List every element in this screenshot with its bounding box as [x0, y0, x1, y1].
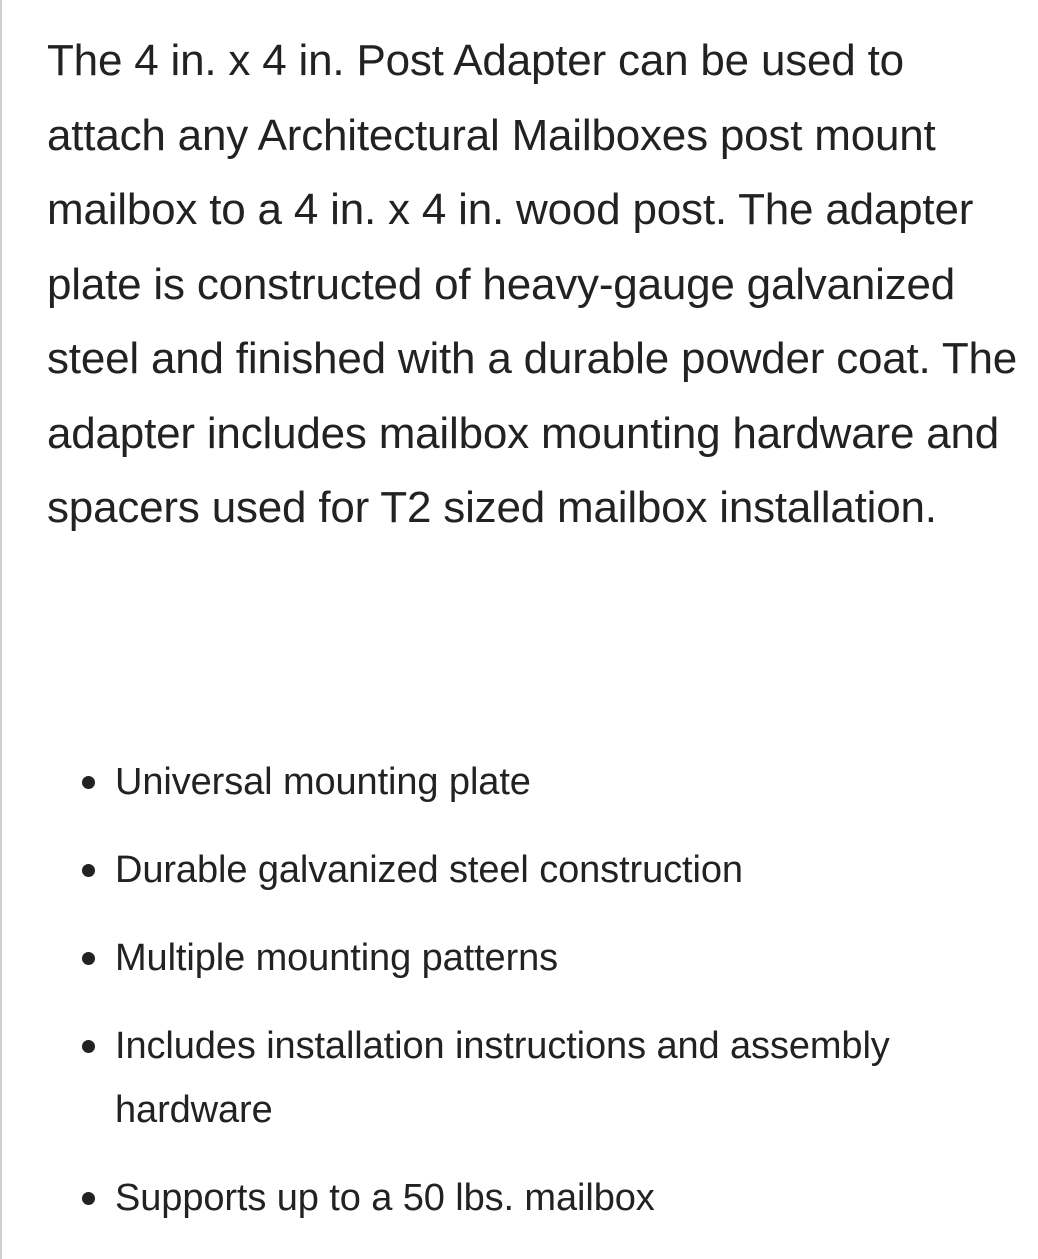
bullet-icon — [82, 776, 95, 789]
feature-text: Multiple mounting patterns — [115, 937, 559, 979]
product-description-section — [47, 24, 1032, 1219]
feature-list-item — [47, 838, 1032, 902]
feature-text: Supports up to a 50 lbs. mailbox — [115, 1177, 655, 1219]
bullet-icon — [82, 1040, 95, 1053]
bullet-icon — [82, 1192, 95, 1205]
feature-text: Universal mounting plate — [115, 761, 531, 803]
description-paragraph: The 4 in. x 4 in. Post Adapter can be used to attach any Architectural Mailboxes post mount mailbox to a 4 in. x 4 in. wood post. The adapter plate is constructed of heavy-gauge galvanized steel and finished with a durable powder coat. The adapter includes mailbox mounting hardware and spacers used for T2 sized mailbox installation. — [47, 36, 1018, 532]
bullet-icon — [82, 864, 95, 877]
feature-list — [47, 750, 1032, 1254]
feature-list-item — [47, 750, 1032, 814]
feature-list-item — [47, 926, 1032, 990]
bullet-icon — [82, 952, 95, 965]
feature-text: Includes installation instructions and assembly hardware — [115, 1025, 890, 1131]
feature-list-item — [47, 1014, 1032, 1142]
feature-text: Durable galvanized steel construction — [115, 849, 743, 891]
left-border-line — [0, 0, 2, 1259]
feature-list-item — [47, 1166, 1032, 1230]
